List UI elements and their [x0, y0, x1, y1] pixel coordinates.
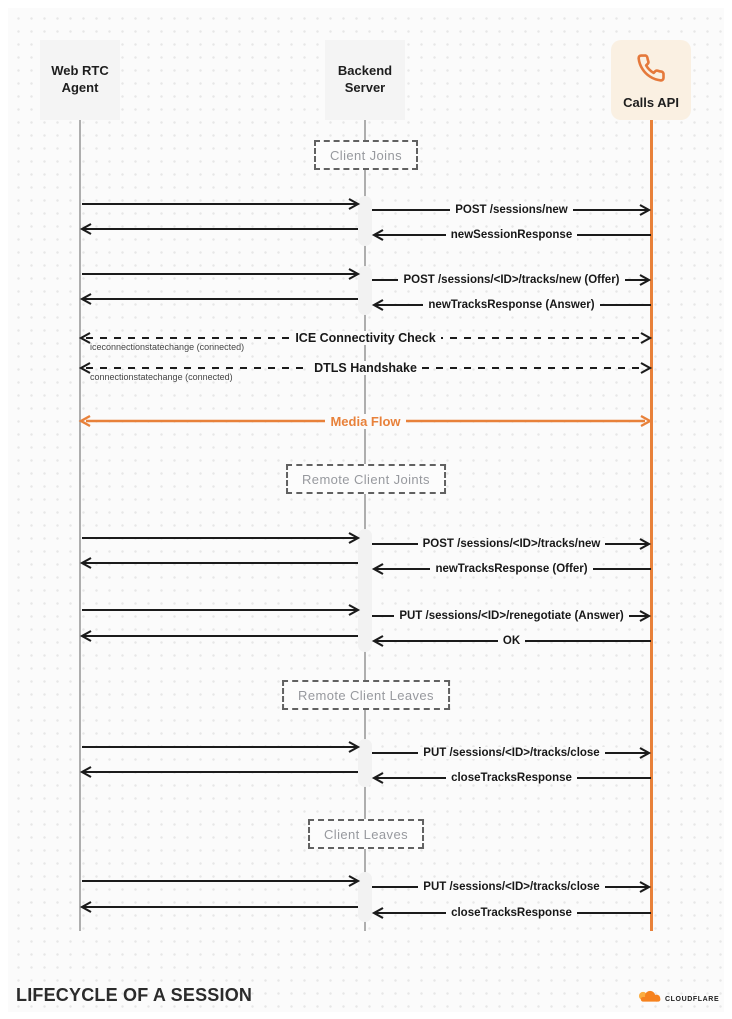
section-remote-client-joints [286, 464, 446, 494]
message-text: POST /sessions/new [450, 204, 572, 216]
lifeline-webrtc-agent [79, 119, 81, 931]
section-label: Remote Client Leaves [298, 687, 434, 703]
section-remote-client-leaves [282, 680, 450, 710]
lifeline-calls-api [650, 120, 653, 931]
actor-calls-api [611, 40, 691, 120]
phone-icon [636, 53, 666, 88]
actor-backend-server [325, 40, 405, 120]
actor-label: Calls API [623, 94, 679, 110]
section-label: Client Joins [330, 147, 402, 163]
message-text: Media Flow [325, 414, 405, 429]
message-text: POST /sessions/<ID>/tracks/new (Offer) [398, 274, 624, 286]
activation-bar [358, 872, 372, 922]
cloud-icon [636, 989, 662, 1009]
event-note: connectionstatechange (connected) [90, 372, 233, 382]
activation-bar [358, 266, 372, 315]
actor-label: Web RTC Agent [51, 63, 109, 95]
page-title: LIFECYCLE OF A SESSION [16, 985, 253, 1005]
actor-label: Backend Server [337, 63, 393, 95]
section-label: Client Leaves [324, 826, 408, 842]
activation-bar [358, 529, 372, 652]
message-text: OK [498, 635, 525, 647]
section-label: Remote Client Joints [302, 471, 430, 487]
section-client-joins [314, 140, 418, 170]
message-text: ICE Connectivity Check [290, 331, 440, 345]
message-text: closeTracksResponse [446, 907, 577, 919]
message-text: POST /sessions/<ID>/tracks/new [418, 538, 606, 550]
activation-bar [358, 739, 372, 787]
event-note: iceconnectionstatechange (connected) [90, 342, 245, 352]
message-text: DTLS Handshake [309, 361, 422, 375]
message-text: newTracksResponse (Offer) [430, 563, 592, 575]
message-text: PUT /sessions/<ID>/tracks/close [418, 881, 604, 893]
message-text: PUT /sessions/<ID>/tracks/close [418, 747, 604, 759]
activation-bar [358, 196, 372, 246]
cloudflare-logo [636, 989, 719, 1009]
message-text: newTracksResponse (Answer) [423, 299, 599, 311]
message-text: newSessionResponse [446, 229, 577, 241]
brand-name: CLOUDFLARE [665, 995, 720, 1003]
section-client-leaves [308, 819, 424, 849]
message-text: closeTracksResponse [446, 772, 577, 784]
actor-web-rtc-agent [40, 40, 120, 120]
message-text: PUT /sessions/<ID>/renegotiate (Answer) [394, 610, 628, 622]
